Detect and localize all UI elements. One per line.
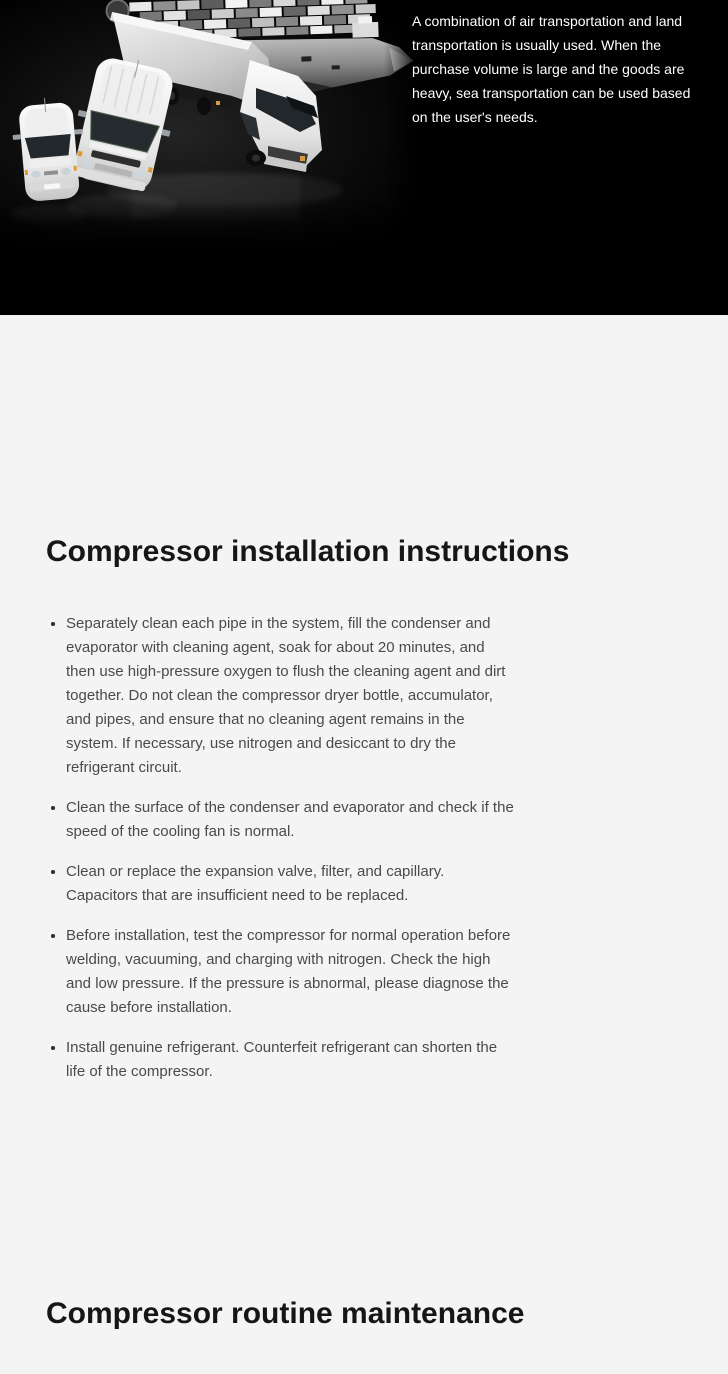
- hero-banner: [0, 0, 728, 315]
- instruction-item: • Clean the surface of the condenser and evaporator and check if the speed of the cooling fan is normal.: [66, 796, 514, 844]
- instruction-item: • Clean or replace the expansion valve, filter, and capillary. Capacitors that are insufficient need to be replaced.: [66, 860, 514, 908]
- installation-instruction-list: [46, 612, 682, 1084]
- main-content: [0, 315, 728, 1374]
- section-title-installation: Compressor installation instructions: [46, 535, 570, 568]
- section-title-maintenance: Compressor routine maintenance: [46, 1297, 525, 1330]
- hero-caption: A combination of air transportation and land transportation is usually used. When the purchase volume is large and the goods are heavy, sea transportation can be used based on the user's needs.: [412, 13, 691, 125]
- instruction-item: • Install genuine refrigerant. Counterfeit refrigerant can shorten the life of the compressor.: [66, 1036, 514, 1084]
- instruction-item: • Separately clean each pipe in the system, fill the condenser and evaporator with cleaning agent, soak for about 20 minutes, and then use high-pressure oxygen to flush the cleaning agent and dirt together. Do not clean the compressor dryer bottle, accumulator, and pipes, and ensure that no cleaning agent remains in the system. If necessary, use nitrogen and desiccant to dry the refrigerant circuit.: [66, 612, 514, 780]
- transport-vehicles-image: [0, 0, 420, 250]
- instruction-item: • Before installation, test the compressor for normal operation before welding, vacuuming, and charging with nitrogen. Check the high and low pressure. If the pressure is abnormal, please diagnose the cause before installation.: [66, 924, 514, 1020]
